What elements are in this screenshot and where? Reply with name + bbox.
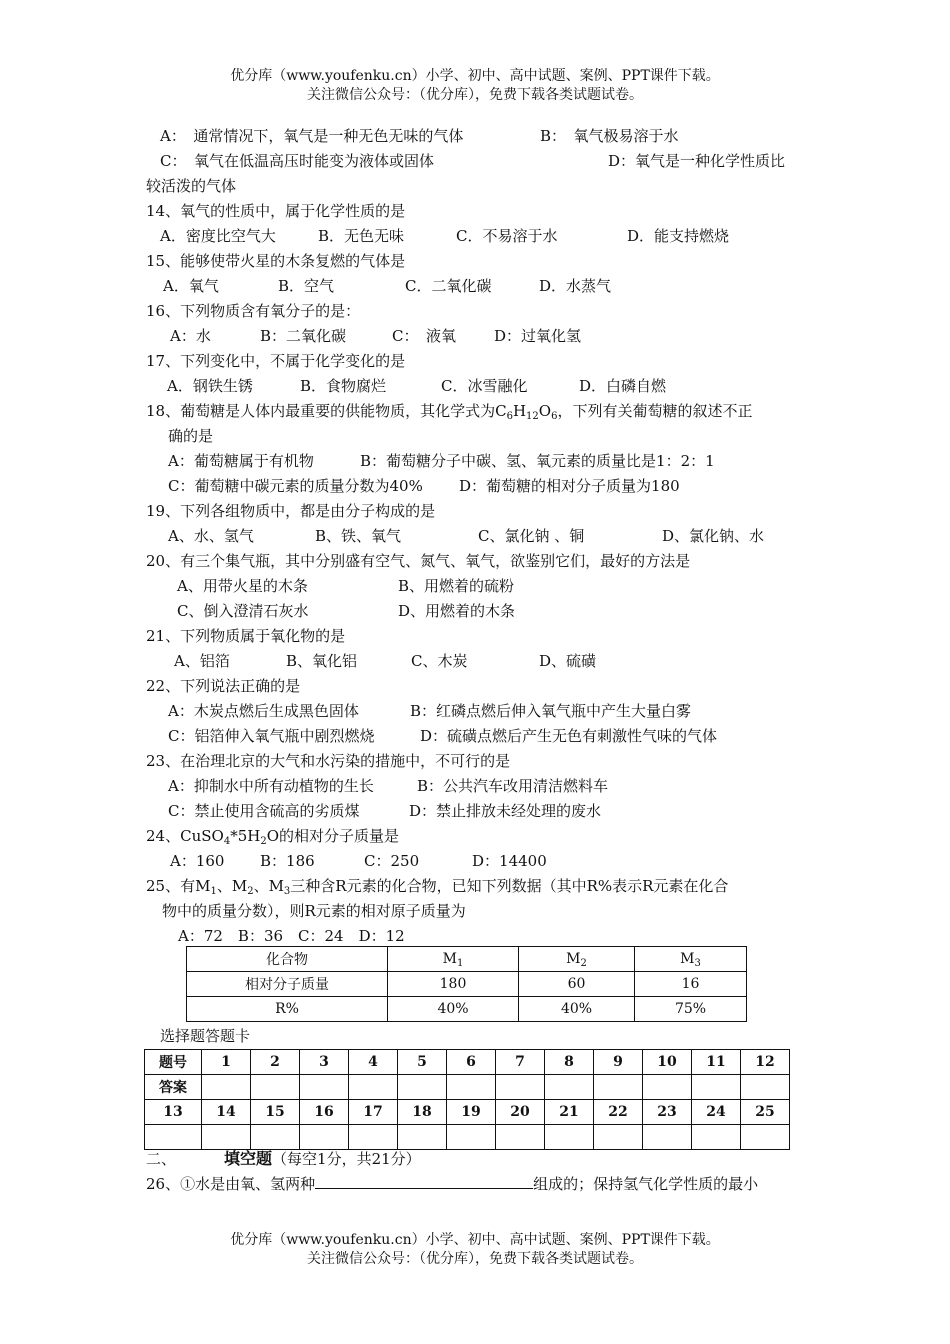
table-row [187,972,747,997]
q14-option-b: B．无色无味 [318,227,405,245]
q14-option-c: C．不易溶于水 [456,227,558,245]
answer-cell[interactable] [300,1075,349,1100]
answer-cell[interactable] [145,1125,202,1150]
table-row [187,947,747,972]
answer-cell[interactable] [643,1075,692,1100]
q18-option-d: D：葡萄糖的相对分子质量为180 [459,477,680,495]
question-number-cell: 18 [398,1100,447,1125]
answer-cell[interactable] [349,1125,398,1150]
table-cell: R% [187,997,388,1022]
q23-option-b: B：公共汽车改用清洁燃料车 [417,777,609,795]
q19-stem: 19、下列各组物质中，都是由分子构成的是 [146,502,436,520]
q23-stem: 23、在治理北京的大气和水污染的措施中，不可行的是 [146,752,511,770]
table-row [145,1075,790,1100]
section-2-heading: 二、 填空题（每空1分，共21分） [146,1149,421,1168]
answer-cell[interactable] [741,1125,790,1150]
answer-cell[interactable] [251,1125,300,1150]
question-number-cell: 24 [692,1100,741,1125]
question-number-cell: 10 [643,1050,692,1075]
header-line-2: 关注微信公众号：（优分库），免费下载各类试题试卷。 [307,87,643,103]
q24-option-d: D：14400 [472,852,547,870]
q26-stem: 26、①水是由氧、氢两种 组成的；保持氢气化学性质的最小 [146,1175,759,1193]
q16-option-d: D：过氧化氢 [494,327,582,345]
q19-option-d: D、氯化钠、水 [662,527,765,545]
table-cell: 180 [388,972,519,997]
answer-cell[interactable] [496,1125,545,1150]
q13-option-c: C： 氧气在低温高压时能变为液体或固体 [160,152,434,170]
q21-stem: 21、下列物质属于氧化物的是 [146,627,346,645]
question-number-cell: 22 [594,1100,643,1125]
question-number-cell: 19 [447,1100,496,1125]
answer-cell[interactable] [496,1075,545,1100]
footer-line-1: 优分库（www.youfenku.cn）小学、初中、高中试题、案例、PPT课件下载。 [230,1232,720,1248]
table-cell: 相对分子质量 [187,972,388,997]
answer-cell[interactable] [545,1125,594,1150]
q13-option-b: B： 氧气极易溶于水 [540,127,679,145]
q17-option-d: D．白磷自燃 [579,377,667,395]
q21-option-c: C、木炭 [411,652,468,670]
q13-option-d-continued: 较活泼的气体 [146,177,237,195]
q18-option-c: C：葡萄糖中碳元素的质量分数为40% [168,477,423,495]
table-cell: 60 [519,972,635,997]
question-number-cell: 17 [349,1100,398,1125]
question-number-cell: 12 [741,1050,790,1075]
q19-option-b: B、铁、氧气 [315,527,402,545]
q22-stem: 22、下列说法正确的是 [146,677,301,695]
q20-option-c: C、倒入澄清石灰水 [177,602,309,620]
q25-stem-continued: 物中的质量分数），则R元素的相对原子质量为 [162,902,466,920]
q15-option-a: A．氧气 [163,277,219,295]
question-number-cell: 5 [398,1050,447,1075]
q18-option-a: A：葡萄糖属于有机物 [168,452,314,470]
answer-card-table [144,1049,790,1150]
q17-option-c: C．冰雪融化 [441,377,528,395]
q16-option-a: A：水 [170,327,211,345]
q22-option-c: C：铝箔伸入氧气瓶中剧烈燃烧 [168,727,375,745]
answer-cell[interactable] [349,1075,398,1100]
q21-option-b: B、氧化铝 [286,652,358,670]
answer-cell[interactable] [692,1075,741,1100]
q17-option-b: B．食物腐烂 [300,377,387,395]
answer-cell[interactable] [251,1075,300,1100]
q22-option-b: B：红磷点燃后伸入氧气瓶中产生大量白雾 [410,702,692,720]
question-number-cell: 3 [300,1050,349,1075]
q16-option-b: B：二氧化碳 [260,327,347,345]
answer-cell[interactable] [594,1125,643,1150]
q19-option-a: A、水、氢气 [168,527,254,545]
q19-option-c: C、氯化钠 、铜 [478,527,585,545]
q15-option-b: B．空气 [278,277,335,295]
question-number-cell: 21 [545,1100,594,1125]
answer-cell[interactable] [300,1125,349,1150]
table-cell: 40% [519,997,635,1022]
question-number-cell: 20 [496,1100,545,1125]
answer-cell[interactable] [741,1075,790,1100]
q22-option-a: A：木炭点燃后生成黑色固体 [168,702,359,720]
q20-option-d: D、用燃着的木条 [398,602,516,620]
q23-option-c: C：禁止使用含硫高的劣质煤 [168,802,360,820]
q24-stem: 24、$CuSO_4*5H_2O$的相对分子质量是 [146,827,399,847]
q14-stem: 14、氧气的性质中，属于化学性质的是 [146,202,406,220]
table-cell: $M_3$ [635,947,747,972]
q13-option-a: A： 通常情况下，氧气是一种无色无味的气体 [160,127,464,145]
question-number-cell: 14 [202,1100,251,1125]
question-number-cell: 9 [594,1050,643,1075]
question-number-cell: 25 [741,1100,790,1125]
table-cell: 化合物 [187,947,388,972]
table-row [145,1125,790,1150]
q14-option-d: D．能支持燃烧 [627,227,730,245]
q16-stem: 16、下列物质含有氧分子的是： [146,302,361,320]
q22-option-d: D：硫磺点燃后产生无色有刺激性气味的气体 [420,727,718,745]
header-line-1: 优分库（www.youfenku.cn）小学、初中、高中试题、案例、PPT课件下载。 [230,68,720,84]
q24-option-b: B：186 [260,852,315,870]
answer-cell[interactable] [692,1125,741,1150]
q25-options: A：72 B：36 C：24 D：12 [178,927,405,945]
table-cell: 答案 [145,1075,202,1100]
q24-option-c: C：250 [364,852,420,870]
table-row [187,997,747,1022]
q15-option-c: C．二氧化碳 [405,277,492,295]
question-number-cell: 7 [496,1050,545,1075]
question-number-cell: 6 [447,1050,496,1075]
q18-stem: 18、葡萄糖是人体内最重要的供能物质，其化学式为$C_6H_{12}O_6$，下列有关葡萄糖的叙述不正 [146,402,753,422]
q18-stem-continued: 确的是 [168,427,214,445]
q16-option-c: C： 液氧 [392,327,456,345]
q21-option-d: D、硫磺 [539,652,597,670]
question-number-cell: 2 [251,1050,300,1075]
table-row [145,1100,790,1125]
table-cell: $M_1$ [388,947,519,972]
q17-option-a: A．钢铁生锈 [167,377,253,395]
answer-cell[interactable] [447,1075,496,1100]
q20-option-b: B、用燃着的硫粉 [398,577,515,595]
q17-stem: 17、下列变化中，不属于化学变化的是 [146,352,406,370]
q15-stem: 15、能够使带火星的木条复燃的气体是 [146,252,406,270]
answer-cell[interactable] [643,1125,692,1150]
q15-option-d: D．水蒸气 [539,277,612,295]
answer-cell[interactable] [447,1125,496,1150]
answer-cell[interactable] [398,1075,447,1100]
q20-option-a: A、用带火星的木条 [177,577,308,595]
table-cell: 75% [635,997,747,1022]
question-number-cell: 23 [643,1100,692,1125]
q14-option-a: A．密度比空气大 [160,227,276,245]
question-number-cell: 16 [300,1100,349,1125]
question-number-cell: 8 [545,1050,594,1075]
q24-option-a: A：160 [170,852,225,870]
answer-card-title: 选择题答题卡 [160,1027,251,1045]
question-number-cell: 1 [202,1050,251,1075]
question-number-cell: 4 [349,1050,398,1075]
q18-option-b: B：葡萄糖分子中碳、氢、氧元素的质量比是1：2：1 [360,452,715,470]
question-number-cell: 15 [251,1100,300,1125]
table-cell: $M_2$ [519,947,635,972]
q23-option-d: D：禁止排放未经处理的废水 [409,802,602,820]
q25-data-table [186,946,747,1022]
table-cell: 16 [635,972,747,997]
table-row [145,1050,790,1075]
q23-option-a: A：抑制水中所有动植物的生长 [168,777,374,795]
q25-stem: 25、有$M_1$、$M_2$、$M_3$三种含R元素的化合物，已知下列数据（其中R%表示R元素在化合 [146,877,729,897]
q20-stem: 20、有三个集气瓶，其中分别盛有空气、氮气、氧气，欲鉴别它们，最好的方法是 [146,552,691,570]
answer-cell[interactable] [202,1125,251,1150]
answer-blank[interactable] [315,1174,533,1189]
question-number-cell: 13 [145,1100,202,1125]
q13-option-d: D：氧气是一种化学性质比 [608,152,786,170]
question-number-cell: 11 [692,1050,741,1075]
answer-cell[interactable] [202,1075,251,1100]
table-cell: 40% [388,997,519,1022]
q21-option-a: A、铝箔 [174,652,230,670]
answer-cell[interactable] [545,1075,594,1100]
footer-line-2: 关注微信公众号：（优分库），免费下载各类试题试卷。 [307,1251,643,1267]
answer-cell[interactable] [594,1075,643,1100]
answer-cell[interactable] [398,1125,447,1150]
table-cell: 题号 [145,1050,202,1075]
